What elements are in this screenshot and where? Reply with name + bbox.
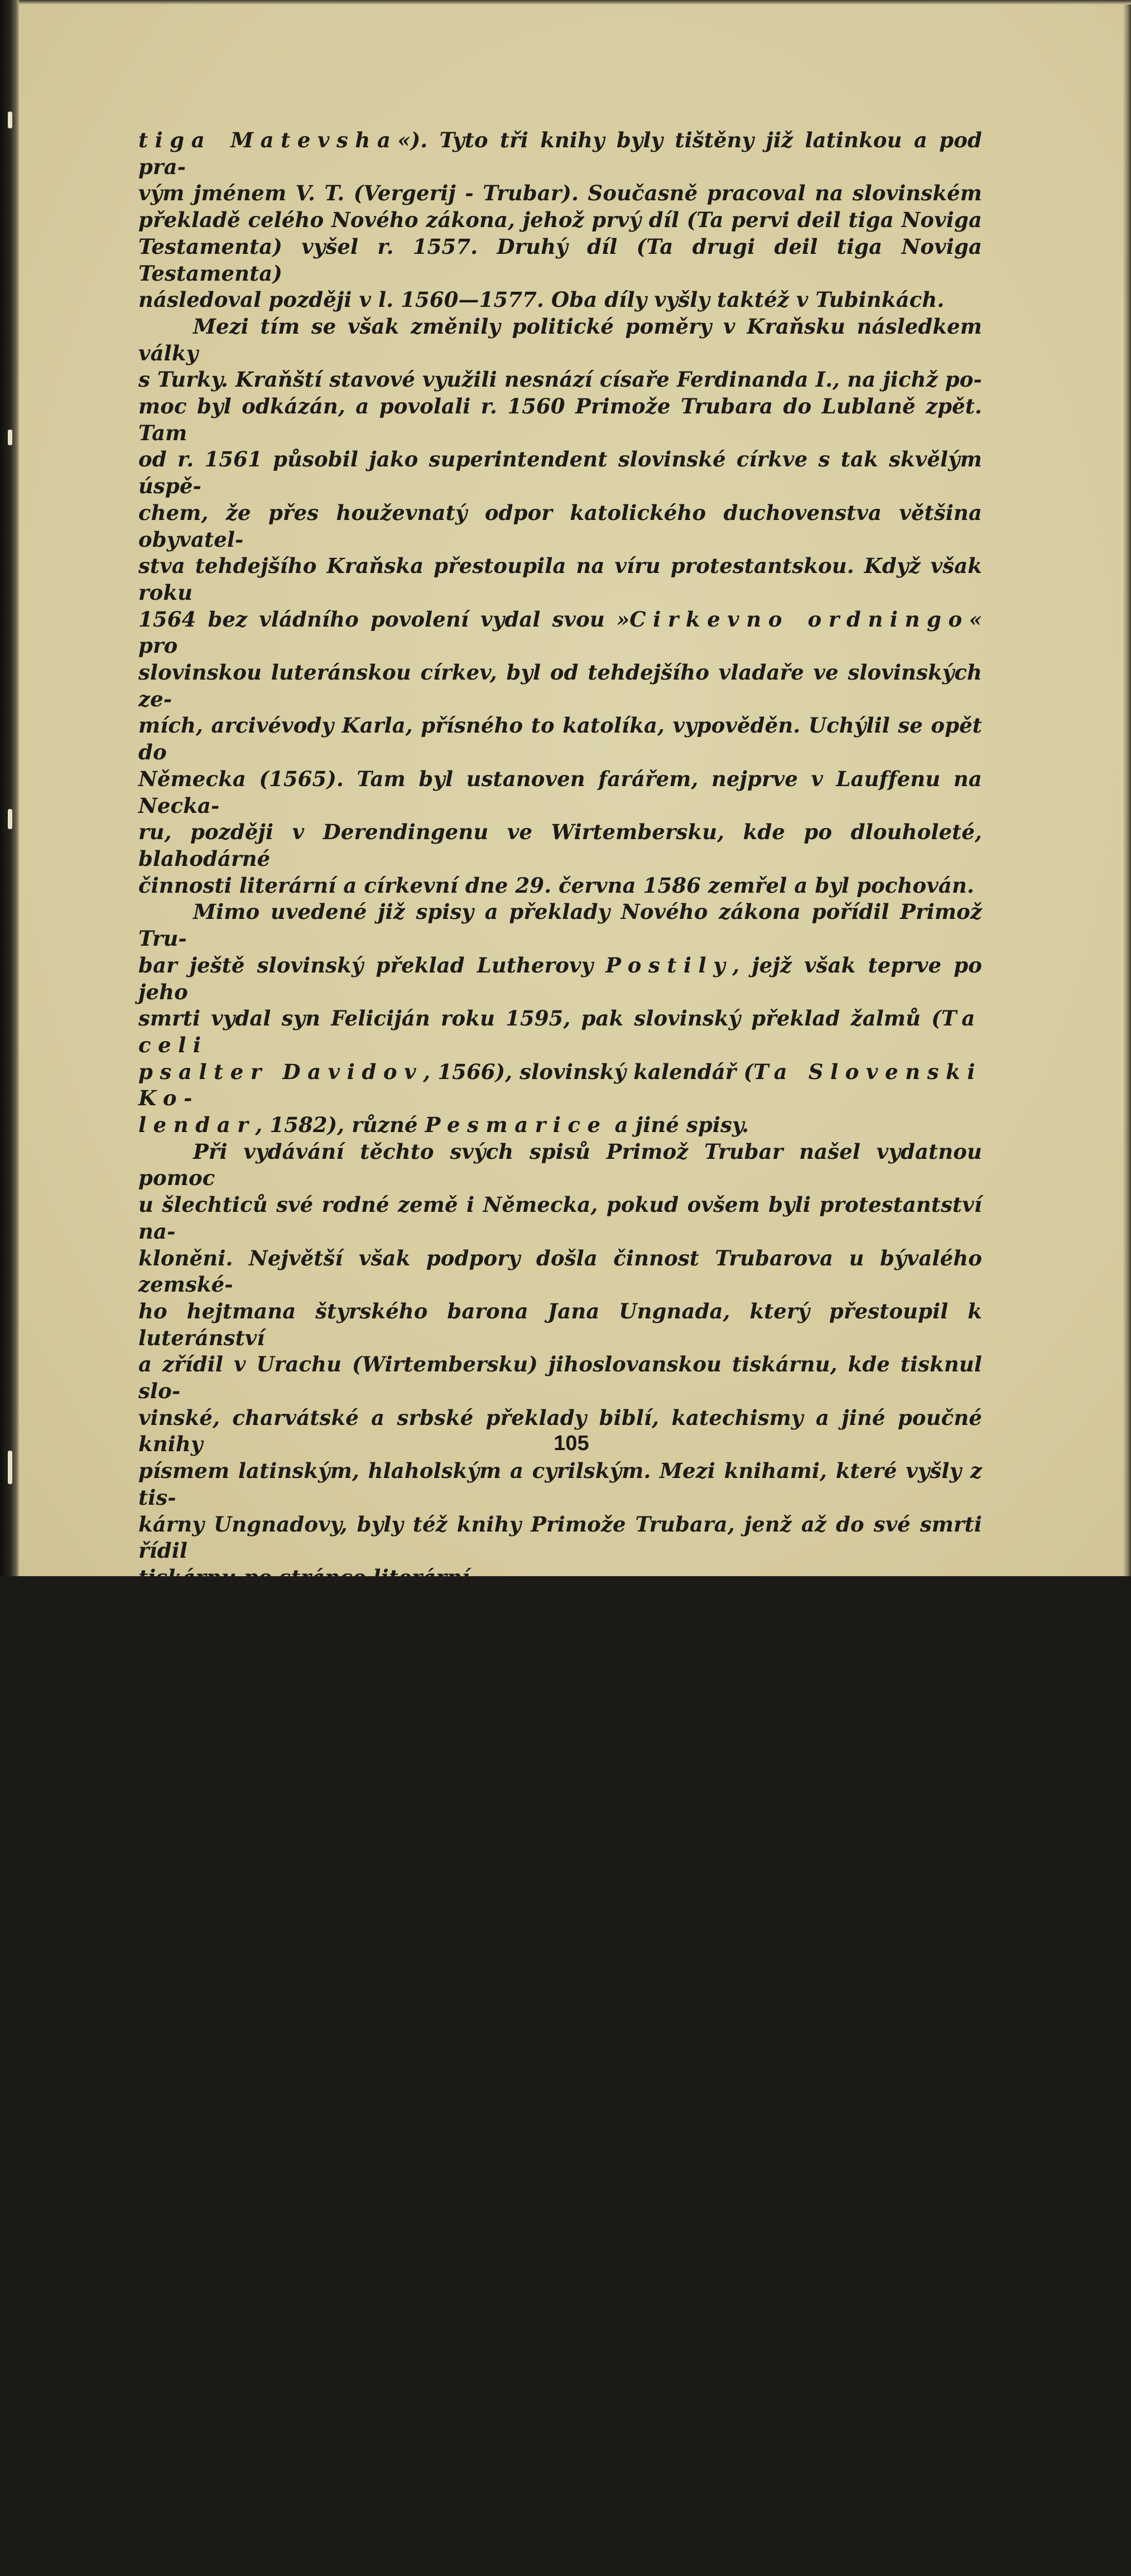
text-line xyxy=(138,712,982,765)
spaced-title: tiga Matevsha xyxy=(138,128,398,152)
text-segment: zlomcích (dvou zpovědních formulích a úryvku z nábožné řeči), jichž xyxy=(138,1645,982,1670)
text-line xyxy=(138,766,982,819)
text-line xyxy=(138,1298,982,1351)
spaced-title: Ta Slovenski Ko- xyxy=(138,1059,982,1111)
page-number: 105 xyxy=(554,1432,589,1455)
text-segment: chem, že přes houževnatý odpor katolického duchovenstva většina obyvatel- xyxy=(138,500,982,552)
text-segment: zyk různými germanismy, naproti tomu však zachoval budoucnosti mnoho xyxy=(138,2017,982,2069)
text-line xyxy=(138,1458,982,1511)
text-segment: až do začátku XIX. století. Ve svých spisech užíval Trubar, jsa rodák do- xyxy=(138,1937,982,1962)
text-segment: nebylo žádného slovinského pravopisu — si musil pravopis nově vymysliti a xyxy=(138,1831,982,1882)
text-line xyxy=(138,2177,982,2230)
text-segment: písmem latinským, hlaholským a cyrilským. Mezi knihami, které vyšly z tis- xyxy=(138,1458,982,1510)
text-segment: míru skvělé období slovinské literatury, t. zv. období protestantské, jež však xyxy=(138,2283,982,2335)
text-segment: sestaviti. Tento Trubarův pravopis udržel se u Slovinců s malými změnami xyxy=(138,1884,982,1936)
text-line xyxy=(138,2230,982,2283)
text-segment: stva tehdejšího Kraňska přestoupila na víru protestantskou. Když však roku xyxy=(138,553,982,605)
text-line xyxy=(138,1778,982,1831)
text-segment: zyka spisovného a slovinské literatury. xyxy=(138,2443,585,2468)
text-segment: kloněni. Největší však podpory došla činnost Trubarova u bývalého zemské- xyxy=(138,1245,982,1297)
body-text xyxy=(138,127,982,2576)
text-segment: Německa (1565). Tam byl ustanoven farářem, nejprve v Lauffenu na Necka- xyxy=(138,766,982,818)
text-line xyxy=(138,819,982,872)
text-line xyxy=(138,659,982,712)
text-segment: ho hejtmana štyrského barona Jana Ungnada, který přestoupil k luteránství xyxy=(138,1298,982,1350)
text-line xyxy=(138,606,982,659)
text-line xyxy=(138,1351,982,1404)
text-segment: u šlechticů své rodné země i Německa, pokud ovšem byli protestantství na- xyxy=(138,1192,982,1244)
text-line xyxy=(138,2017,982,2070)
text-line xyxy=(138,1671,982,1724)
text-segment: , jejž však teprve po jeho xyxy=(138,952,983,1004)
text-segment: Testamenta) vyšel r. 1557. Druhý díl (Ta drugi deil tiga Noviga Testamenta) xyxy=(138,234,982,286)
text-segment: Janem Ungnadem zamýšlel získati všechny jižní Slovany pro víru evange- xyxy=(138,2523,982,2574)
text-segment: původ se klade do X. století, neobjevil se slovinský jazyk v písemných pa- xyxy=(138,1671,982,1723)
text-line xyxy=(138,1139,982,1192)
text-line xyxy=(138,899,982,952)
text-segment: a zřídil v Urachu (Wirtembersku) jihoslovanskou tiskárnu, kde tisknul slo- xyxy=(138,1352,982,1404)
text-segment: činnosti literární a církevní dne 29. června 1586 zemřel a byl pochován. xyxy=(138,873,974,898)
text-segment: telskou činností a svým příkladem nadchnul řadu jiných Jihoslovanů, mezi xyxy=(138,2124,982,2175)
text-line xyxy=(138,2336,982,2389)
binding-thread xyxy=(8,809,12,829)
text-segment: Mimo uvedené již spisy a překlady Nového zákona pořídil Primož Tru- xyxy=(138,899,982,951)
text-line xyxy=(138,367,982,393)
text-line xyxy=(138,127,982,180)
text-segment: slovinskou luteránskou církev, byl od tehdejšího vladaře ve slovinských ze- xyxy=(138,660,982,711)
text-segment: kárny Ungnadovy, byly též knihy Primože Trubara, jenž až do své smrti řídil xyxy=(138,1511,982,1563)
text-segment: a jiné spisy. xyxy=(607,1113,749,1138)
text-segment: vým jménem V. T. (Vergerij - Trubar). Současně pracoval na slovinském xyxy=(138,181,982,206)
text-line xyxy=(138,2469,982,2522)
text-segment: 1564 bez vládního povolení vydal svou » xyxy=(138,606,630,632)
text-segment: mátkách literárních. Teprve Primož Trubar užívá opět slovinštiny ve svých xyxy=(138,1725,982,1776)
text-line xyxy=(138,393,982,446)
text-line xyxy=(138,2390,982,2443)
binding-thread xyxy=(8,430,12,445)
text-line xyxy=(138,1724,982,1777)
text-line xyxy=(138,1511,982,1564)
text-segment: Činnost jeho se však neomezovala pouze na kraje slovinské. S baronem xyxy=(138,2469,982,2521)
text-segment: «). Tyto tři knihy byly tištěny již latinkou a pod pra- xyxy=(138,128,983,179)
text-line xyxy=(138,446,982,499)
text-segment: od r. 1561 působil jako superintendent slovinské církve s tak skvělým úspě- xyxy=(138,447,982,499)
text-segment: nimi Šebastiana Krelja, Jurije Juričiče, Adama Bohoriče, Jurije Dalmatina xyxy=(138,2177,982,2228)
text-segment: tiskárnu po stránce literární. xyxy=(138,1564,477,1590)
book-page xyxy=(19,0,1131,2574)
text-line xyxy=(138,873,982,899)
text-line xyxy=(138,1192,982,1245)
text-segment: s Turky. Kraňští stavové využili nesnází císaře Ferdinanda I., na jichž po- xyxy=(138,367,982,392)
text-segment: starých slovinských výrazů a vazeb, jež by byly jinak zanikly. Svou spisova- xyxy=(138,2071,982,2122)
spaced-title: Ta celi xyxy=(138,1006,982,1057)
text-line xyxy=(138,1112,982,1139)
text-line xyxy=(138,2283,982,2336)
spaced-title: Pesmarice xyxy=(425,1113,608,1138)
text-segment: mích, arcivévody Karla, přísného to katolíka, vypověděn. Uchýlil se opět do xyxy=(138,713,982,765)
text-segment: Mezi tím se však změnily politické poměry v Kraňsku následkem války xyxy=(138,314,982,365)
text-line xyxy=(138,180,982,207)
text-line xyxy=(138,2443,982,2469)
page-edge-top xyxy=(19,0,1131,4)
text-segment: a jiné, kteří pokračovali v započatém literárním díle. Tím nastalo první, nad- xyxy=(138,2230,982,2282)
text-line xyxy=(138,952,982,1005)
text-line xyxy=(138,1005,982,1058)
binding-thread xyxy=(8,112,12,128)
text-line xyxy=(138,1644,982,1671)
text-segment: vem se proto označuje Primož Trubar za otce a zakladatele slovinského ja- xyxy=(138,2390,982,2442)
spaced-title: Cirkevno ordningo xyxy=(629,606,969,632)
text-line xyxy=(138,553,982,606)
text-line xyxy=(138,1059,982,1112)
book-binding xyxy=(0,0,19,1576)
text-segment: smrti vydal syn Feliciján roku 1595, pak slovinský překlad žalmů ( xyxy=(138,1006,941,1031)
text-line xyxy=(138,1564,982,1591)
text-segment: Při vydávání těchto svých spisů Primož Trubar našel vydatnou pomoc xyxy=(138,1139,982,1191)
text-segment: knihách, aby byly srozumitelnými celému národu, při čemž — jelikož tehdy xyxy=(138,1778,982,1829)
text-segment: , 1566), slovinský kalendář ( xyxy=(423,1059,754,1084)
spaced-title: Postily xyxy=(605,952,733,978)
text-line xyxy=(138,287,982,314)
text-line xyxy=(138,1831,982,1884)
text-line xyxy=(138,2070,982,2123)
text-line xyxy=(138,1884,982,1937)
text-segment: trvalo pouze od roku 1530 do 1598, kdy bylo zatlačeno protireformací. Prá- xyxy=(138,2337,982,2389)
text-segment: , 1582), různé xyxy=(255,1113,425,1138)
text-line xyxy=(138,1245,982,1298)
text-segment: Po nejstarší literární památce, v slovinštině sepsané, t. zv. Frisinských xyxy=(138,1591,982,1643)
text-segment: ru, později v Derendingenu ve Wirtembersku, kde po dlouholeté, blahodárné xyxy=(138,820,982,871)
text-line xyxy=(138,1937,982,1964)
text-line xyxy=(138,1964,982,2017)
spaced-title: psalter Davidov xyxy=(138,1059,423,1084)
text-line xyxy=(138,207,982,234)
spaced-title: lendar xyxy=(138,1113,256,1138)
text-segment: moc byl odkázán, a povolali r. 1560 Primože Trubara do Lublaně zpět. Tam xyxy=(138,394,982,445)
text-line xyxy=(138,500,982,553)
text-segment: vinské, charvátské a srbské překlady biblí, katechismy a jiné poučné knihy xyxy=(138,1405,982,1457)
text-line xyxy=(138,2522,982,2575)
text-line xyxy=(138,234,982,287)
text-line xyxy=(138,2124,982,2177)
text-line xyxy=(138,314,982,367)
text-segment: bar ještě slovinský překlad Lutherovy xyxy=(138,952,606,978)
text-segment: překladě celého Nového zákona, jehož prvý díl (Ta pervi deil tiga Noviga xyxy=(138,208,982,233)
text-segment: leňský, doleňského nářečí. Jelikož překládal pouze z němčiny, trpěl jeho ja- xyxy=(138,1964,982,2016)
text-line xyxy=(138,1591,982,1644)
text-segment: následoval později v l. 1560—1577. Oba díly vyšly taktéž v Tubinkách. xyxy=(138,287,945,312)
text-segment: « pro xyxy=(138,606,982,658)
page-edge-right xyxy=(1123,0,1131,1576)
binding-thread xyxy=(8,1451,12,1484)
